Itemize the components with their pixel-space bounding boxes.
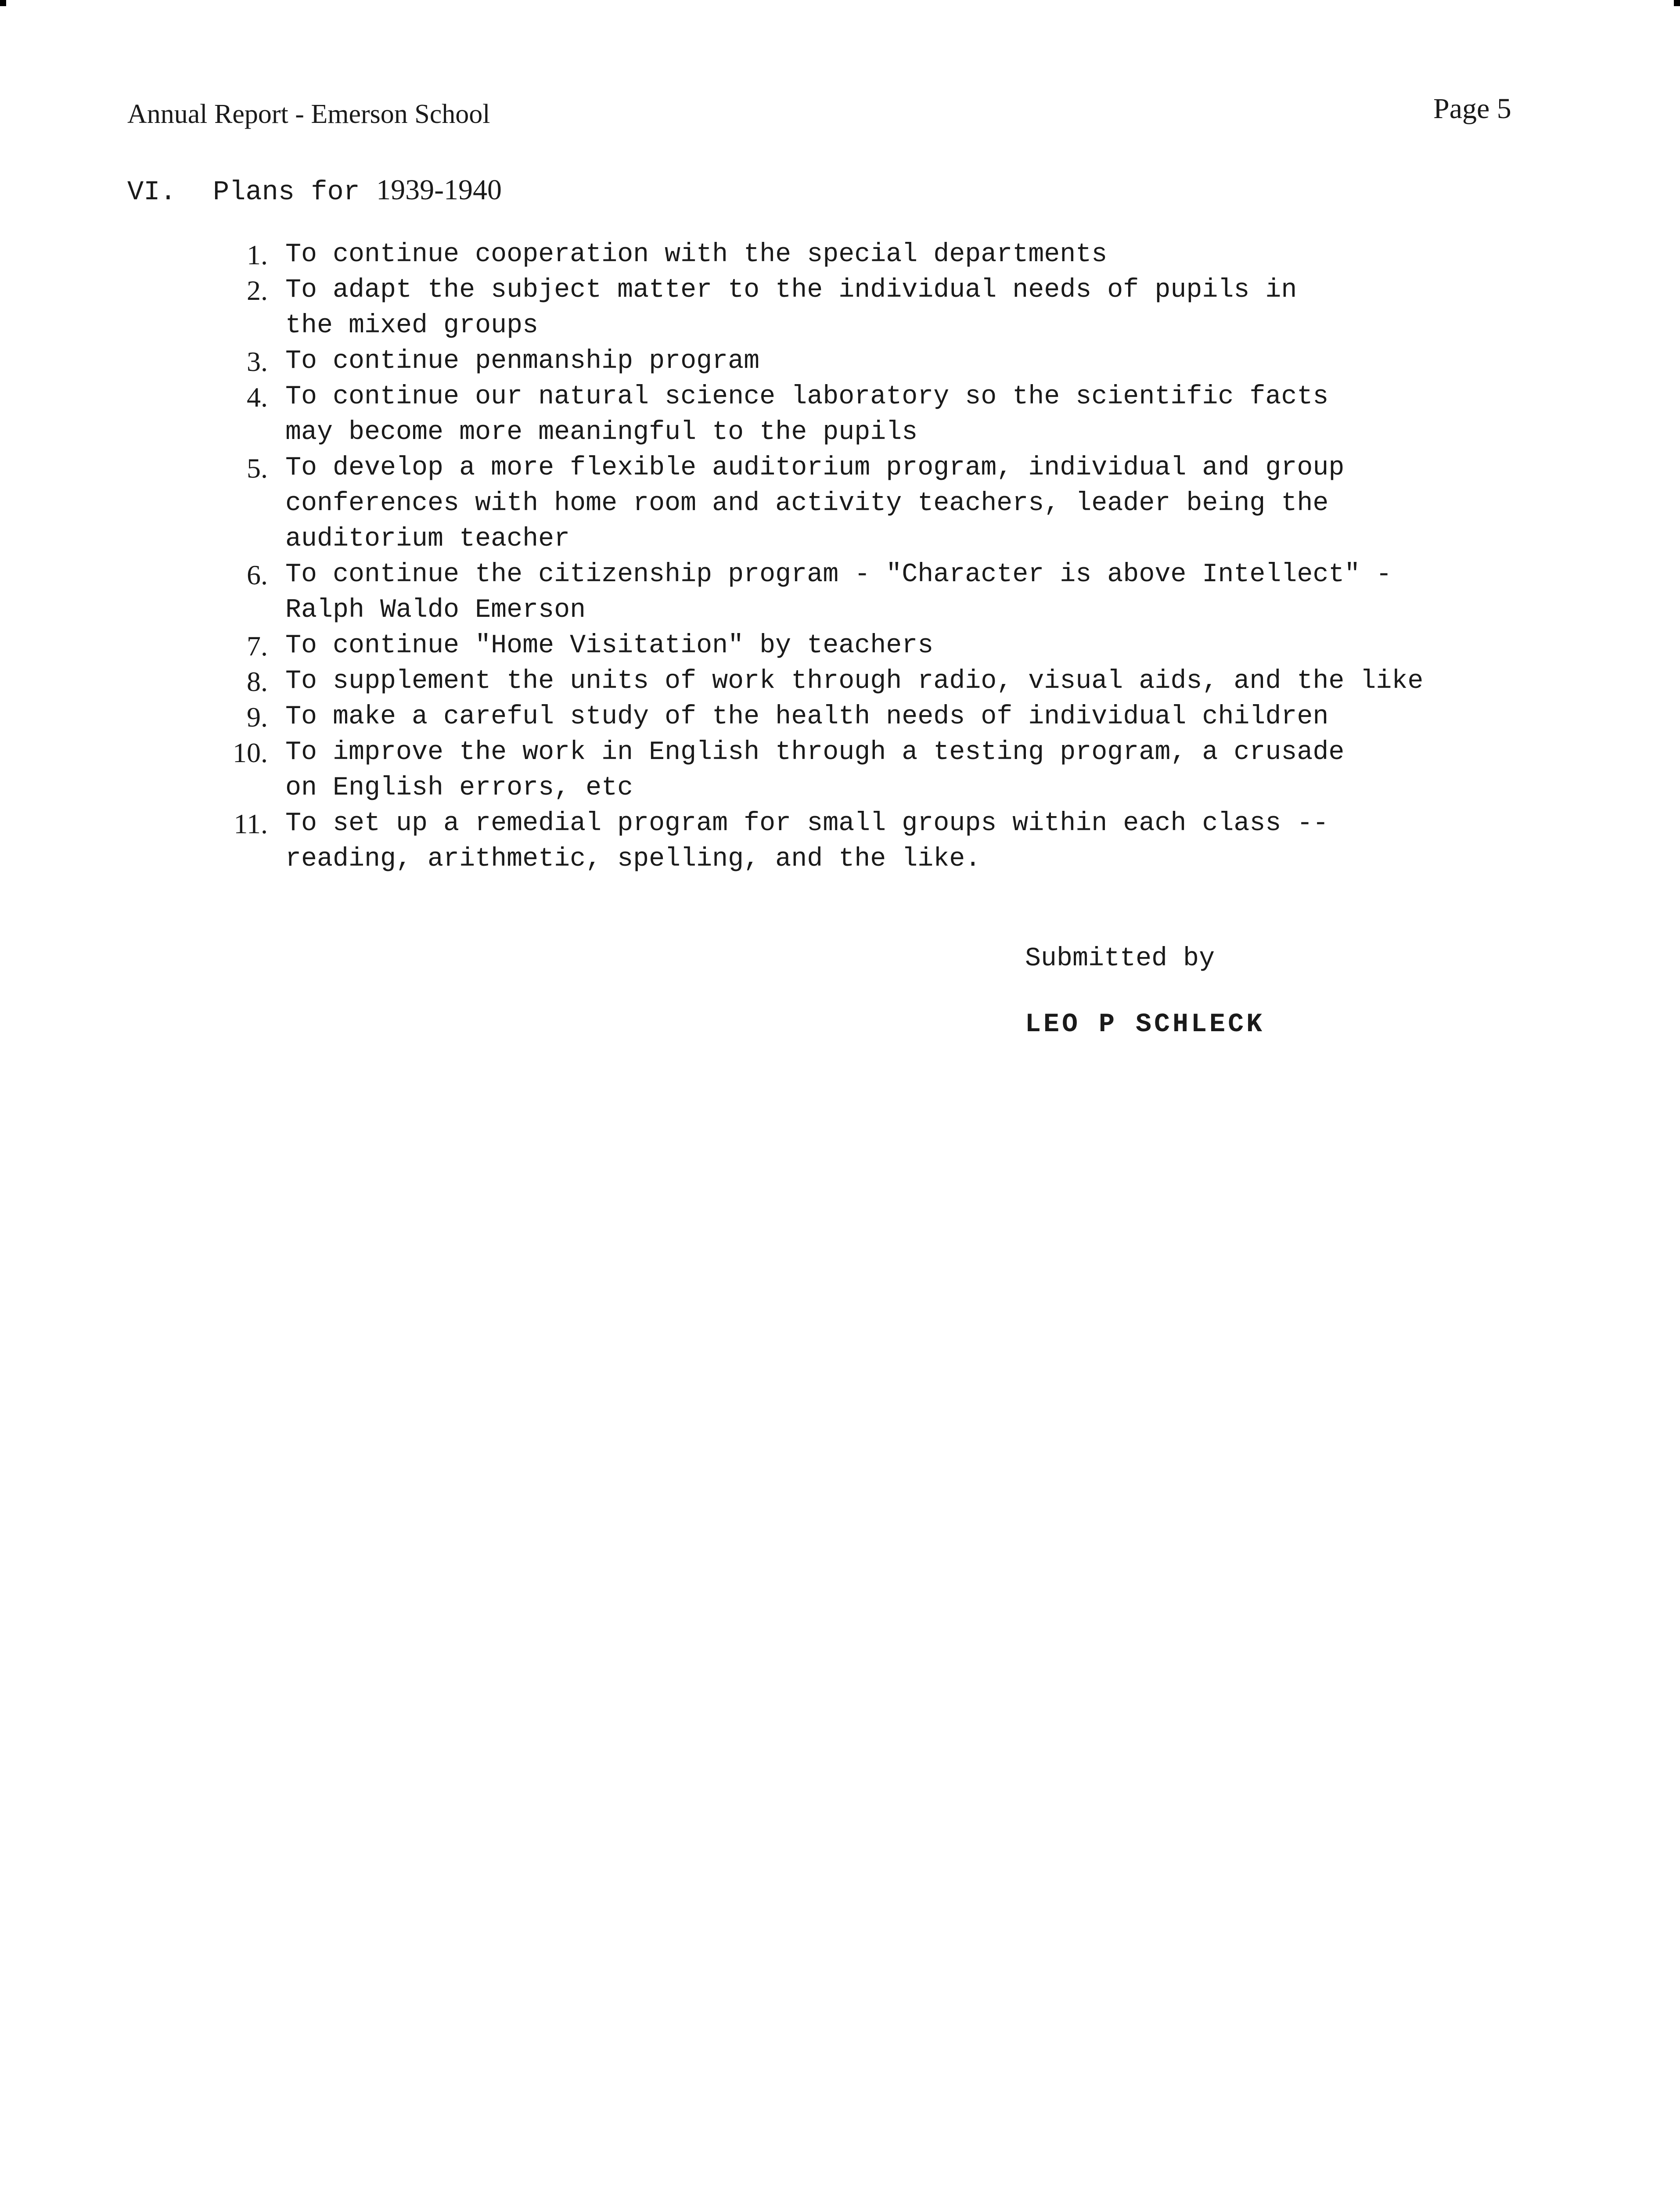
signature-name: LEO P SCHLECK [1025, 1010, 1265, 1040]
list-item-number: 8. [247, 666, 268, 697]
list-item-number: 10. [233, 737, 268, 768]
section-years: 1939-1940 [376, 174, 502, 206]
list-item [189, 664, 1572, 699]
list-item [189, 273, 1572, 344]
list-item-text: To continue our natural science laboratory so the scientific facts may become more meaningful to the pupils [285, 382, 1329, 447]
list-item-number: 5. [247, 453, 268, 484]
scan-corner-mark [0, 0, 6, 6]
list-item [189, 450, 1572, 557]
list-item [189, 735, 1572, 806]
section-title: Plans for [213, 176, 377, 208]
list-item-number: 9. [247, 702, 268, 733]
list-item [189, 699, 1572, 735]
section-number: VI. [127, 176, 176, 208]
list-item [189, 806, 1572, 877]
list-item-text: To supplement the units of work through radio, visual aids, and the like [285, 666, 1424, 696]
list-item-number: 11. [234, 808, 268, 839]
list-item-text: To continue cooperation with the special departments [285, 240, 1108, 270]
scan-corner-mark [1674, 0, 1680, 6]
list-item-number: 6. [247, 559, 268, 590]
list-item-text: To improve the work in English through a testing program, a crusade on English errors, etc [285, 738, 1345, 803]
plans-list [189, 237, 1572, 877]
list-item-number: 1. [247, 239, 268, 270]
list-item-text: To continue "Home Visitation" by teachers [285, 631, 934, 661]
list-item-number: 2. [247, 275, 268, 306]
list-item [189, 237, 1572, 273]
list-item-text: To set up a remedial program for small groups within each class -- reading, arithmetic, spelling, and the like. [285, 809, 1329, 874]
page-number: Page 5 [1433, 93, 1511, 125]
list-item-text: To adapt the subject matter to the individual needs of pupils in the mixed groups [285, 275, 1297, 341]
list-item [189, 344, 1572, 379]
list-item [189, 628, 1572, 664]
list-item-number: 3. [247, 346, 268, 377]
list-item-text: To continue the citizenship program - "Character is above Intellect" - Ralph Waldo Emerson [285, 560, 1392, 625]
list-item-text: To continue penmanship program [285, 346, 760, 376]
report-title: Annual Report - Emerson School [127, 99, 490, 129]
list-item [189, 557, 1572, 628]
list-item-number: 4. [247, 381, 268, 413]
list-item-text: To develop a more flexible auditorium program, individual and group conferences with home room and activity teachers, leader being the auditorium teacher [285, 453, 1345, 554]
list-item-text: To make a careful study of the health needs of individual children [285, 702, 1329, 732]
submitted-by-label: Submitted by [1025, 944, 1215, 974]
list-item [189, 379, 1572, 450]
list-item-number: 7. [247, 630, 268, 662]
section-heading [127, 173, 502, 208]
